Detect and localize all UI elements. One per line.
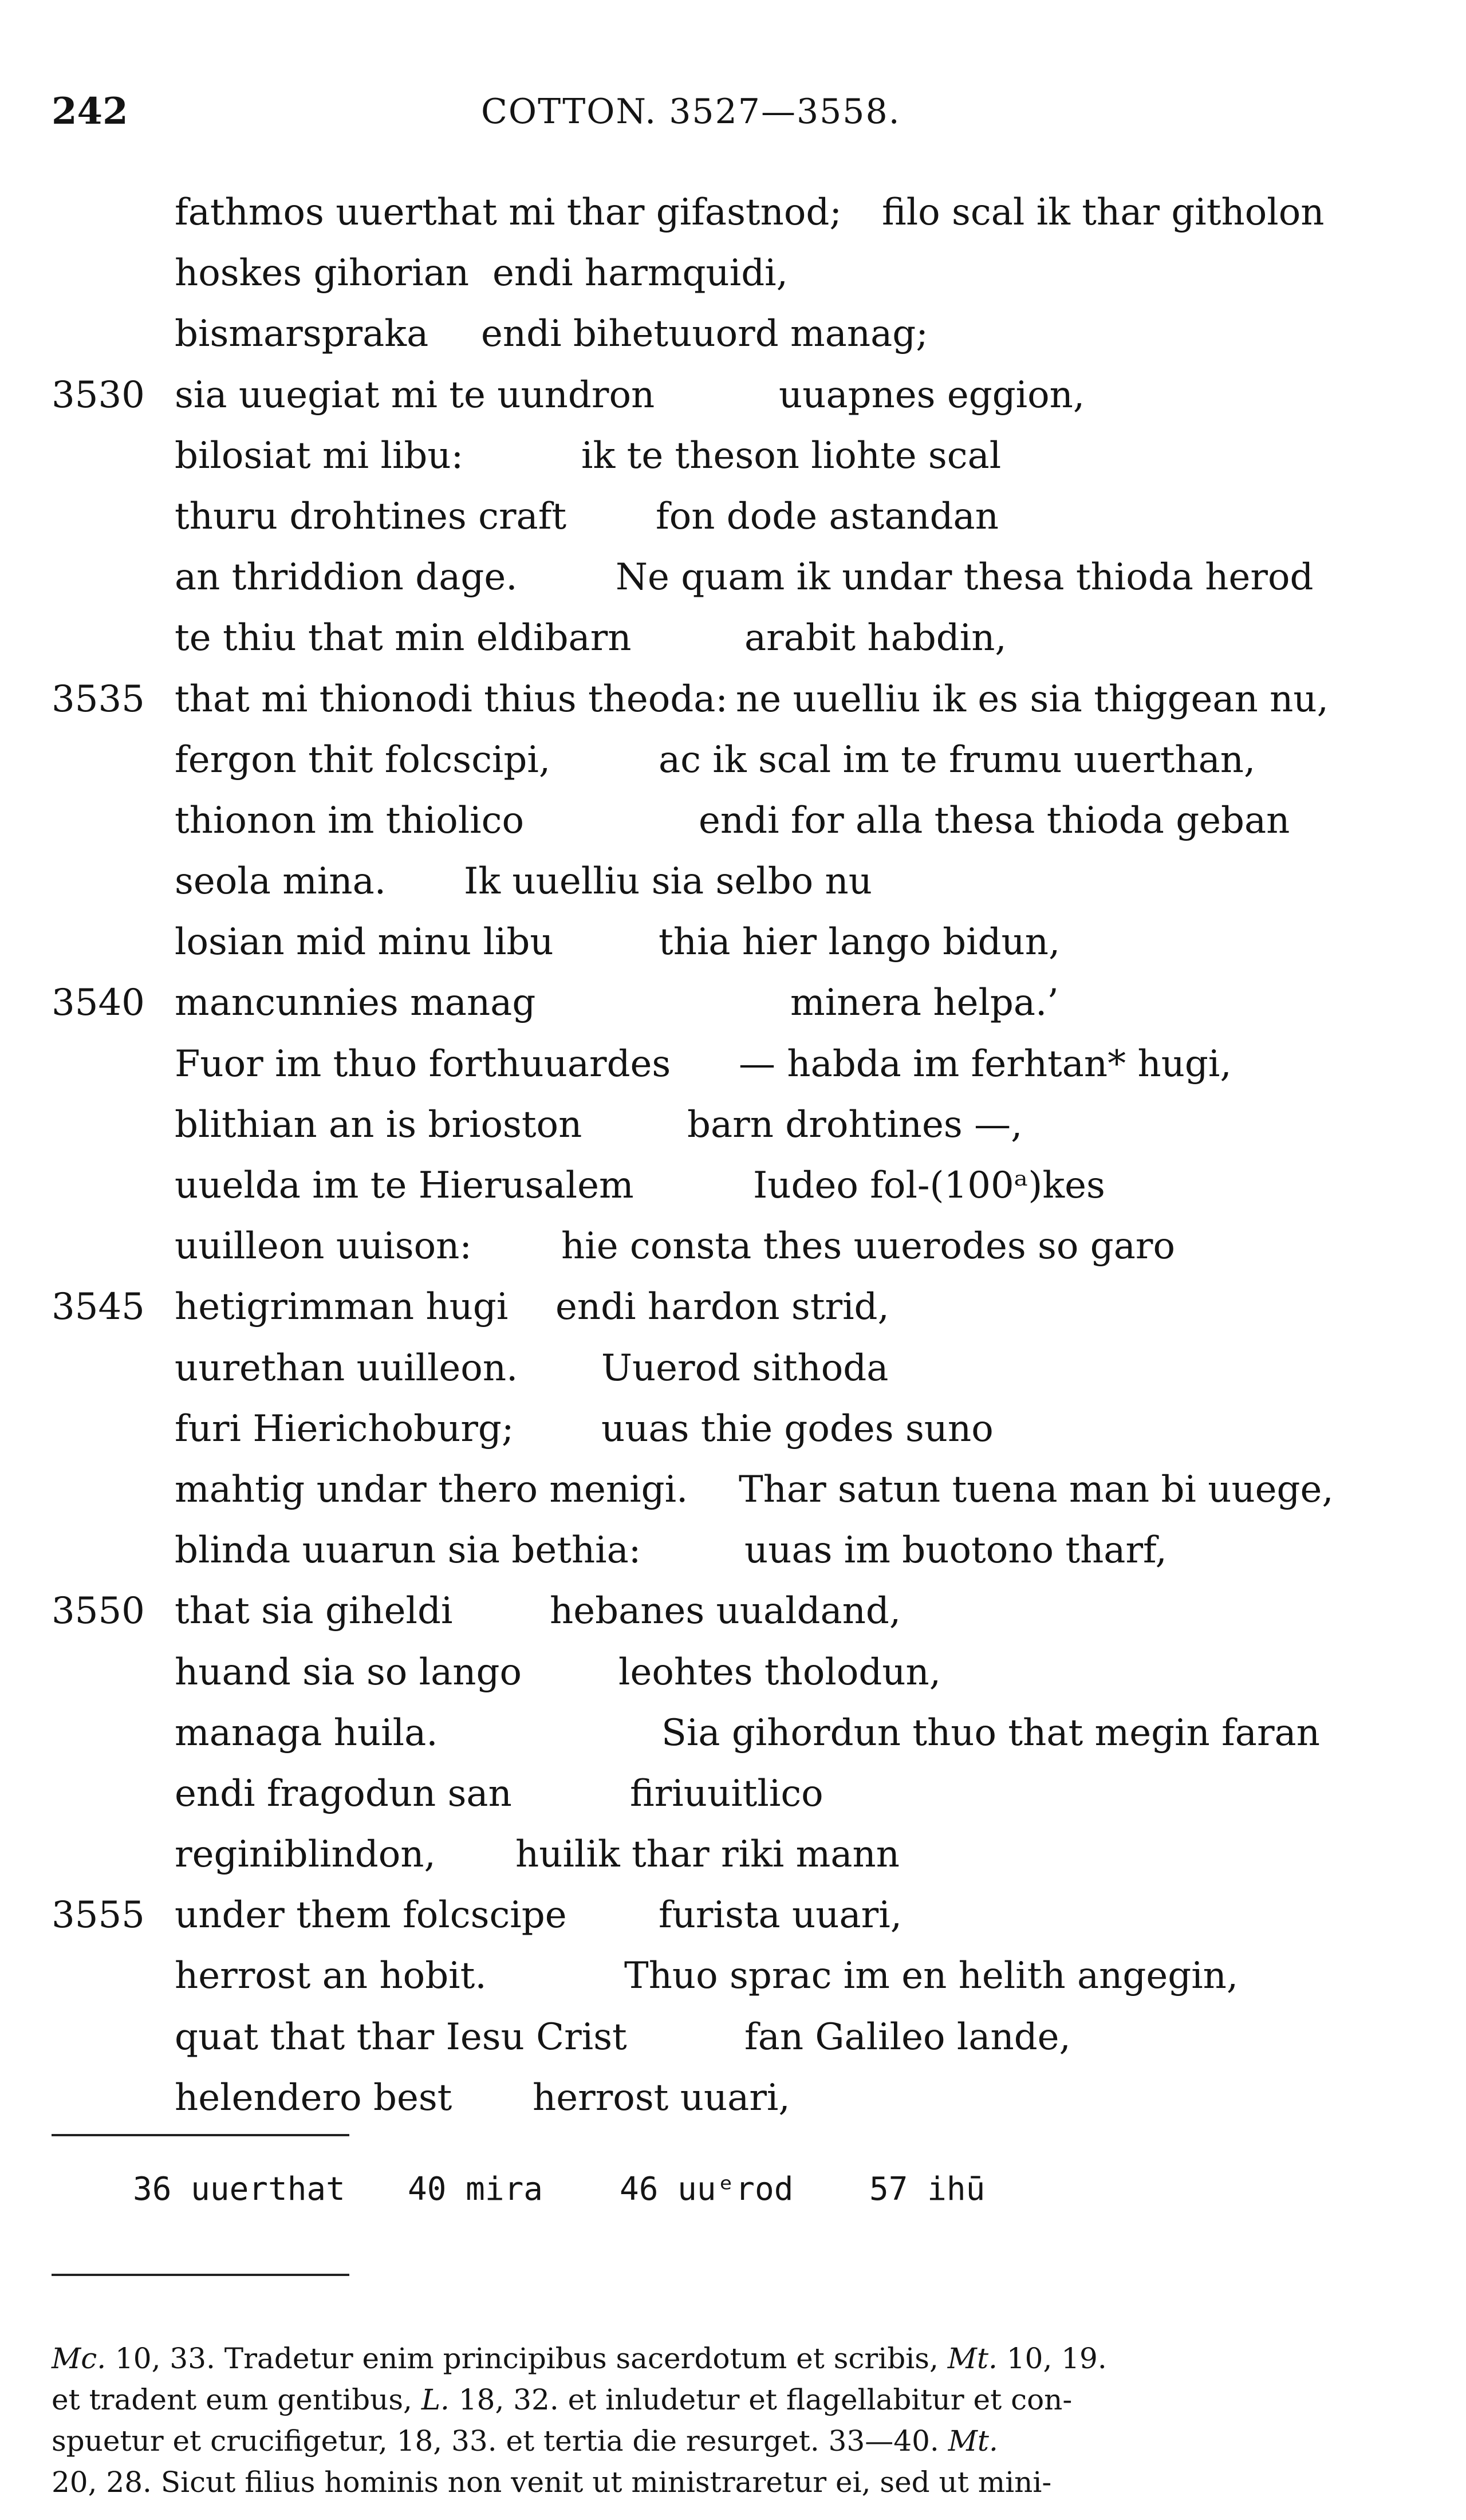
second-half-line: furista uuari, [659, 1894, 903, 1937]
line-number: 3550 [52, 1590, 145, 1633]
footnote-line: Mc. 10, 33. Tradetur enim principibus sacerdotum et scribis, Mt. 10, 19. [52, 2342, 1107, 2375]
line-number: 3530 [52, 373, 145, 416]
verse-line [0, 972, 1466, 1033]
second-half-line: endi hardon strid, [555, 1286, 889, 1329]
page-header [52, 86, 1323, 137]
second-half-line: ne uuelliu ik es sia thiggean nu, [736, 678, 1329, 720]
verse-line [0, 1581, 1466, 1641]
scripture-ref: Mt. [948, 2424, 998, 2458]
first-half-line: te thiu that min eldibarn [175, 617, 632, 660]
first-half-line: herrost an hobit. [175, 1955, 487, 1998]
verse-line [0, 2068, 1466, 2128]
first-half-line: losian mid minu libu [175, 921, 554, 964]
scripture-ref: Mc. [52, 2342, 107, 2375]
first-half-line: helendero best [175, 2076, 452, 2119]
second-half-line: Uuerod sithoda [601, 1346, 889, 1389]
footnote-rule [52, 2274, 349, 2276]
first-half-line: fathmos uuerthat mi thar gifastnod; [175, 191, 842, 234]
first-half-line: an thriddion dage. [175, 556, 518, 599]
verse-line [0, 1277, 1466, 1337]
first-half-line: blinda uuarun sia bethia: [175, 1529, 641, 1572]
verse-line [0, 1094, 1466, 1155]
verse-line [0, 2007, 1466, 2068]
second-half-line: endi harmquidi, [492, 252, 788, 295]
first-half-line: seola mina. [175, 860, 387, 903]
verse-line [0, 182, 1466, 243]
critical-apparatus [0, 2164, 1466, 2215]
line-number: 3535 [52, 678, 145, 720]
verse-line [0, 304, 1466, 364]
second-half-line: uuas im buotono tharf, [744, 1529, 1167, 1572]
verse-line [0, 1338, 1466, 1399]
verse-line [0, 1763, 1466, 1824]
apparatus-note: 40 mira [408, 2171, 543, 2208]
footnote-line: 20, 28. Sicut filius hominis non venit ut ministraretur ei, sed ut mini- [52, 2466, 1052, 2499]
verse-line [0, 243, 1466, 304]
second-half-line: uuapnes eggion, [779, 373, 1085, 416]
line-number: 3555 [52, 1894, 145, 1937]
second-half-line: leohtes tholodun, [618, 1651, 941, 1694]
second-half-line: — habda im ferhtan* hugi, [739, 1042, 1232, 1085]
second-half-line: huilik thar riki mann [515, 1833, 900, 1876]
second-half-line: Iudeo fol-(100ᵃ)kes [753, 1164, 1105, 1207]
second-half-line: barn drohtines —, [687, 1103, 1023, 1146]
second-half-line: firiuuitlico [630, 1772, 823, 1815]
apparatus-note: 57 ihū [869, 2171, 986, 2208]
verse-line [0, 1703, 1466, 1763]
verse-line [0, 426, 1466, 486]
verse-line [0, 608, 1466, 668]
verse-line [0, 912, 1466, 972]
page-number: 242 [52, 90, 128, 133]
footnote-line: et tradent eum gentibus, L. 18, 32. et inludetur et flagellabitur et con- [52, 2383, 1073, 2416]
verse-line [0, 1034, 1466, 1094]
scripture-ref: L. [421, 2383, 450, 2416]
first-half-line: hoskes gihorian [175, 252, 470, 295]
first-half-line: thuru drohtines craft [175, 495, 567, 538]
first-half-line: blithian an is brioston [175, 1103, 582, 1146]
first-half-line: under them folcscipe [175, 1894, 567, 1937]
second-half-line: thia hier lango bidun, [659, 921, 1061, 964]
first-half-line: bismarspraka [175, 313, 429, 356]
first-half-line: fergon thit folcscipi, [175, 738, 551, 781]
first-half-line: quat that thar Iesu Crist [175, 2015, 627, 2058]
first-half-line: uuelda im te Hierusalem [175, 1164, 634, 1207]
first-half-line: sia uuegiat mi te uundron [175, 373, 655, 416]
verse-line [0, 1216, 1466, 1277]
second-half-line: fon dode astandan [656, 495, 999, 538]
first-half-line: uurethan uuilleon. [175, 1346, 518, 1389]
running-head: COTTON. 3527—3558. [481, 92, 901, 132]
apparatus-rule-top [52, 2134, 349, 2136]
verse-line [0, 486, 1466, 547]
first-half-line: that sia giheldi [175, 1590, 453, 1633]
second-half-line: Ne quam ik undar thesa thioda herod [616, 556, 1314, 599]
footnote-line: spuetur et crucifigetur, 18, 33. et tertia die resurget. 33—40. Mt. [52, 2424, 998, 2458]
second-half-line: fan Galileo lande, [744, 2015, 1071, 2058]
first-half-line: mahtig undar thero menigi. [175, 1468, 688, 1511]
line-number: 3545 [52, 1286, 145, 1329]
second-half-line: Thuo sprac im en helith angegin, [624, 1955, 1239, 1998]
verse-line [0, 669, 1466, 730]
verse-line [0, 1824, 1466, 1885]
first-half-line: mancunnies manag [175, 982, 536, 1025]
second-half-line: Ik uuelliu sia selbo nu [464, 860, 872, 903]
first-half-line: endi fragodun san [175, 1772, 512, 1815]
second-half-line: endi bihetuuord manag; [481, 313, 928, 356]
verse-line [0, 1399, 1466, 1459]
apparatus-note: 36 uuerthat [133, 2171, 345, 2208]
scripture-ref: Mt. [947, 2342, 998, 2375]
first-half-line: reginiblindon, [175, 1833, 436, 1876]
verse-line [0, 851, 1466, 912]
second-half-line: ac ik scal im te frumu uuerthan, [659, 738, 1256, 781]
verse-line [0, 730, 1466, 790]
first-half-line: that mi thionodi thius theoda: [175, 678, 728, 720]
first-half-line: huand sia so lango [175, 1651, 522, 1694]
verse-line [0, 1885, 1466, 1946]
source-footnote [52, 2338, 1311, 2503]
second-half-line: hebanes uualdand, [550, 1590, 901, 1633]
verse-line [0, 547, 1466, 608]
first-half-line: Fuor im thuo forthuuardes [175, 1042, 671, 1085]
second-half-line: filo scal ik thar githolon [882, 191, 1325, 234]
verse-line [0, 790, 1466, 851]
second-half-line: arabit habdin, [744, 617, 1007, 660]
line-number: 3540 [52, 982, 145, 1025]
apparatus-note: 46 uuᵉrod [620, 2171, 794, 2208]
verse-line [0, 1946, 1466, 2006]
second-half-line: endi for alla thesa thioda geban [699, 799, 1290, 842]
second-half-line: hie consta thes uuerodes so garo [561, 1225, 1175, 1268]
second-half-line: Thar satun tuena man bi uuege, [739, 1468, 1334, 1511]
second-half-line: herrost uuari, [533, 2076, 790, 2119]
second-half-line: ik te theson liohte scal [581, 434, 1002, 477]
second-half-line: minera helpa.’ [790, 982, 1059, 1025]
verse-text [0, 182, 1466, 2128]
verse-line [0, 1642, 1466, 1703]
verse-line [0, 1459, 1466, 1520]
first-half-line: managa huila. [175, 1711, 438, 1754]
verse-line [0, 1155, 1466, 1216]
verse-line [0, 365, 1466, 426]
first-half-line: bilosiat mi libu: [175, 434, 464, 477]
first-half-line: hetigrimman hugi [175, 1286, 509, 1329]
first-half-line: thionon im thiolico [175, 799, 524, 842]
verse-line [0, 1520, 1466, 1581]
second-half-line: uuas thie godes suno [601, 1407, 994, 1450]
first-half-line: uuilleon uuison: [175, 1225, 472, 1268]
second-half-line: Sia gihordun thuo that megin faran [661, 1711, 1320, 1754]
first-half-line: furi Hierichoburg; [175, 1407, 514, 1450]
